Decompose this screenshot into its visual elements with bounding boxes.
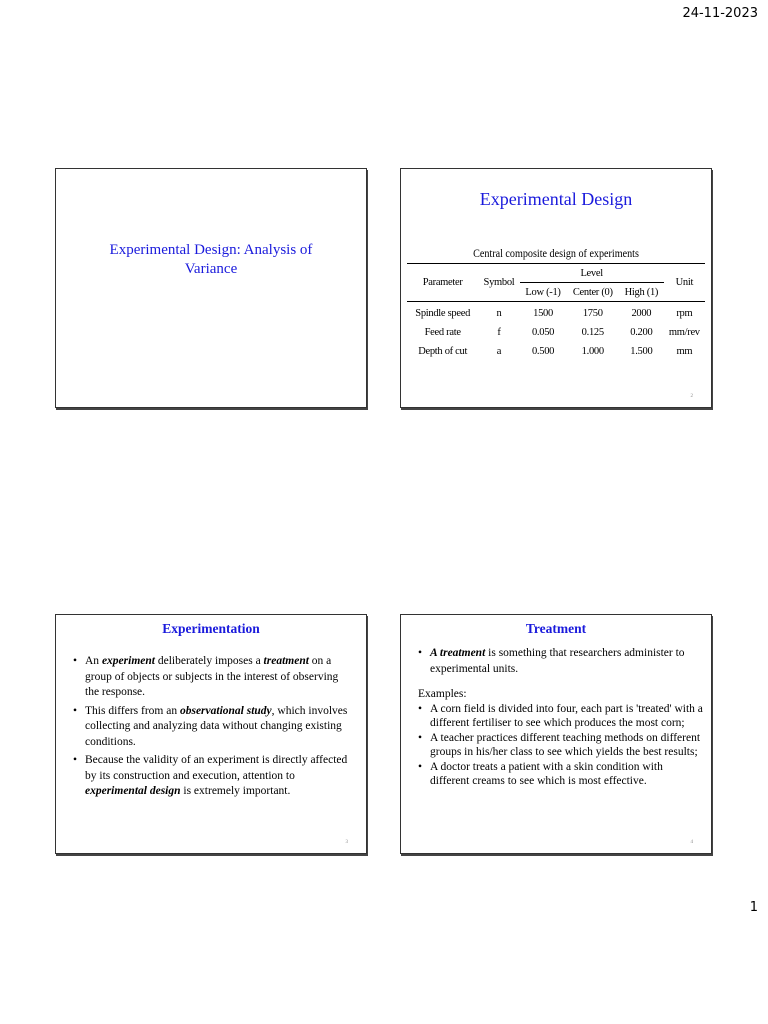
bullet-item: • A treatment is something that researchers administer to experimental units. [418,646,703,677]
table-row [407,323,705,342]
table-cell: 1750 [566,302,619,324]
definition-list [418,646,703,677]
table-cell: 0.500 [531,346,555,357]
table-cell: rpm [664,302,705,324]
examples-label: Examples: [418,688,467,700]
page-date: 24-11-2023 [682,6,758,21]
slide-3 [55,614,367,854]
table-header-parameter: Parameter [407,264,478,302]
table-cell: Spindle speed [407,302,478,324]
table-header-low: Low (-1) [525,286,561,298]
slide-number: 2 [690,394,693,399]
slide-title: Experimentation [162,621,260,636]
table-cell: a [496,346,502,357]
table-cell: n [478,302,519,324]
table-header-symbol: Symbol [478,264,519,302]
slide-title: Experimental Design: Analysis of Variance [109,242,313,277]
table-header-unit: Unit [664,264,705,302]
table-cell: 1.500 [630,346,653,357]
bullet-item: • A doctor treats a patient with a skin condition with different creams to see which is most effective. [418,760,703,788]
slide-title: Treatment [525,621,587,636]
slide-number: 4 [690,840,693,845]
table-cell: mm [676,346,693,357]
table-cell: 0.050 [531,327,555,338]
table-cell: f [497,327,501,338]
page-number: 1 [749,900,758,915]
bullet-item: • This differs from an observational study, which involves collecting and analyzing data without changing existing conditions. [73,704,353,751]
bullet-item: • Because the validity of an experiment is directly affected by its construction and execution, attention to experimental design is extremely important. [73,753,353,800]
table-cell: 1500 [520,302,567,324]
table-header-level: Level [520,264,664,283]
bullet-list [73,654,353,803]
bullet-item: • A corn field is divided into four, each part is 'treated' with a different fertiliser to see which produces the most corn; [418,702,703,730]
table-row [407,342,705,361]
table-row [407,302,705,324]
bullet-item: • A teacher practices different teaching methods on different groups in his/her class to see which yields the best results; [418,731,703,759]
slide-2 [400,168,712,408]
slide-4 [400,614,712,854]
table-caption: Central composite design of experiments [473,248,639,260]
table-cell: 0.125 [581,327,604,338]
bullet-item: • An experiment deliberately imposes a treatment on a group of objects or subjects in the interest of observing the response. [73,654,353,701]
table-cell: 2000 [619,302,664,324]
table-cell: 1.000 [581,346,604,357]
table-header-center: Center (0) [572,286,613,298]
slide-number: 3 [345,840,348,845]
table-cell: 0.200 [630,327,653,338]
table-cell: Depth of cut [418,346,468,357]
table-header-high: High (1) [624,286,659,298]
slide-1 [55,168,367,408]
table-cell: Feed rate [424,327,461,338]
design-table [407,263,705,361]
slide-title: Experimental Design [479,189,633,209]
examples-list [418,702,703,789]
table-cell: mm/rev [668,327,700,338]
